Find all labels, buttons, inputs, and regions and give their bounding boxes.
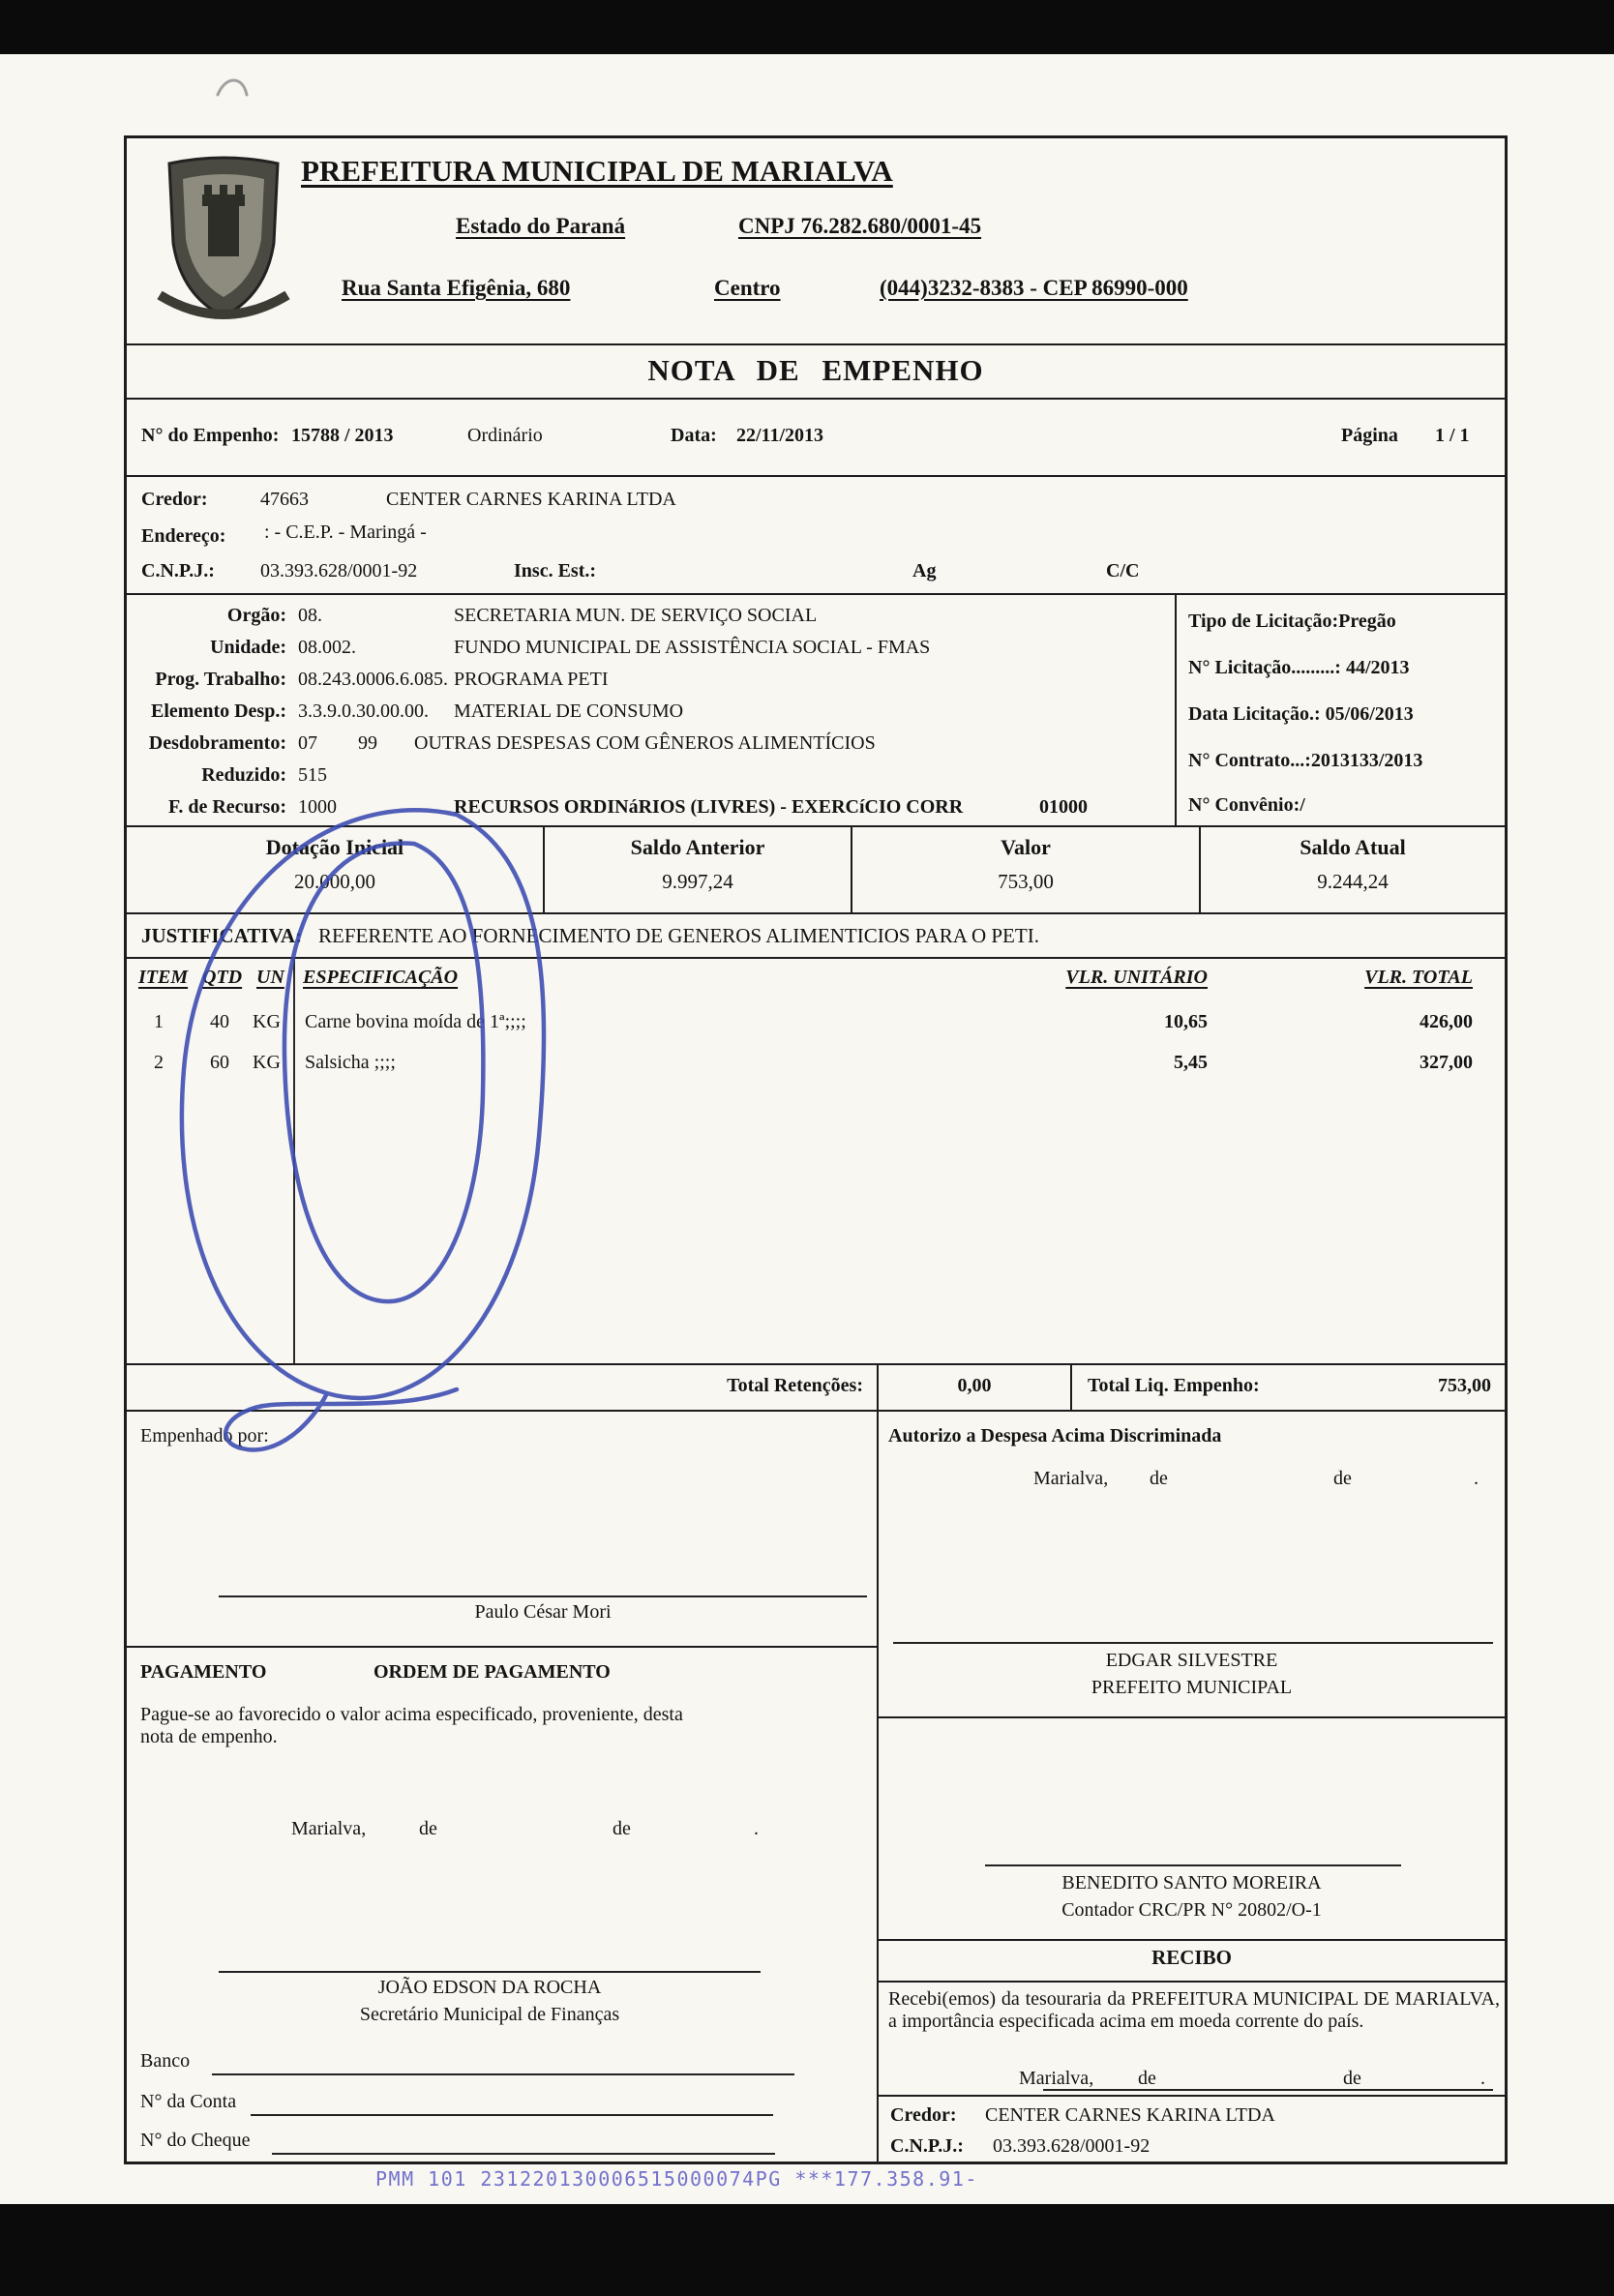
budget-desc: RECURSOS ORDINáRIOS (LIVRES) - EXERCíCIO CORR (454, 796, 964, 818)
agreement-number: N° Convênio:/ (1188, 794, 1305, 816)
payment-divider (127, 1646, 877, 1648)
budget-label: Prog. Trabalho: (155, 669, 286, 690)
mayor-name: EDGAR SILVESTRE (1105, 1650, 1278, 1671)
receipt-cnpj-label: C.N.P.J.: (890, 2135, 964, 2157)
phone-cep: (044)3232-8383 - CEP 86990-000 (880, 276, 1188, 300)
item-unit: KG (253, 1011, 281, 1032)
street-address: Rua Santa Efigênia, 680 (342, 276, 571, 300)
payment-label: PAGAMENTO (140, 1661, 267, 1683)
items-header-qtd: QTD (202, 967, 243, 988)
municipality-cnpj: CNPJ 76.282.680/0001-45 (738, 214, 982, 238)
budget-row-prog-trabalho (127, 669, 1175, 701)
page-label: Página (1341, 425, 1398, 446)
finance-secretary-name: JOÃO EDSON DA ROCHA (377, 1977, 602, 1998)
retentions-label: Total Retenções: (127, 1365, 879, 1410)
budget-label: F. de Recurso: (167, 796, 286, 818)
budget-code: 08. (298, 605, 322, 626)
receipt-cnpj-value: 03.393.628/0001-92 (993, 2135, 1151, 2157)
receipt-text: Recebi(emos) da tesouraria da PREFEITURA MUNICIPAL DE MARIALVA, a importância especificada acima em moeda corrente do país. (888, 1988, 1500, 2032)
item-total: 327,00 (1420, 1052, 1473, 1073)
budget-rows (127, 595, 1177, 825)
document-title: NOTA DE EMPENHO (127, 345, 1505, 400)
item-number: 1 (154, 1011, 164, 1032)
budget-label: Elemento Desp.: (151, 701, 286, 722)
balance-header: Saldo Anterior (630, 835, 765, 859)
bidding-type: Tipo de Licitação:Pregão (1188, 611, 1396, 632)
budget-label: Orgão: (226, 605, 286, 626)
account-number-label: N° da Conta (140, 2091, 237, 2112)
budget-row-recurso (127, 796, 1175, 828)
payment-order-label: ORDEM DE PAGAMENTO (374, 1661, 611, 1683)
receipt-creditor-label: Credor: (890, 2104, 957, 2126)
balance-cell-atual (1201, 827, 1505, 912)
item-qty: 60 (210, 1052, 229, 1073)
city-line-city: Marialva, (1019, 2068, 1094, 2089)
creditor-block (127, 477, 1505, 595)
balance-value: 9.997,24 (662, 870, 733, 893)
budget-code: 07 (298, 732, 317, 754)
budget-desc: FUNDO MUNICIPAL DE ASSISTÊNCIA SOCIAL - FMAS (454, 637, 931, 658)
empenho-number-label: N° do Empenho: (141, 425, 280, 446)
district: Centro (714, 276, 781, 300)
dot-matrix-footer-code: PMM 101 231220130006515000074PG ***177.358.91- (375, 2167, 978, 2191)
state-label: Estado do Paraná (456, 214, 626, 238)
creditor-cnpj-value: 03.393.628/0001-92 (260, 560, 418, 581)
balance-value: 9.244,24 (1317, 870, 1389, 893)
city-line-dot: . (1480, 2068, 1485, 2089)
budget-code: 3.3.9.0.30.00.00. (298, 701, 429, 722)
retentions-value: 0,00 (879, 1365, 1072, 1410)
finance-secretary-title: Secretário Municipal de Finanças (359, 2004, 620, 2025)
city-line-dot: . (1474, 1468, 1479, 1489)
items-header-espec: ESPECIFICAÇÃO (303, 967, 459, 988)
budget-classification-block (127, 595, 1505, 827)
item-description: Salsicha ;;;; (305, 1052, 396, 1073)
budget-row-unidade (127, 637, 1175, 669)
payment-column (127, 1412, 879, 2162)
balance-cell-anterior (545, 827, 852, 912)
balance-cell-dotacao (127, 827, 545, 912)
item-number: 2 (154, 1052, 164, 1073)
balance-header: Dotação Inicial (265, 835, 404, 859)
check-fill-line (272, 2153, 775, 2155)
empenho-kind: Ordinário (467, 425, 543, 446)
items-header-item: ITEM (138, 967, 189, 988)
balance-cell-valor (852, 827, 1201, 912)
budget-desc: PROGRAMA PETI (454, 669, 609, 690)
budget-row-elemento (127, 701, 1175, 732)
state-registration-label: Insc. Est.: (514, 560, 597, 581)
empenho-number-value: 15788 / 2013 (291, 425, 394, 446)
authorize-title: Autorizo a Despesa Acima Discriminada (888, 1425, 1222, 1446)
items-header-vlr-total: VLR. TOTAL (1364, 967, 1473, 988)
budget-extra-code: 01000 (1039, 796, 1088, 818)
address-value: : - C.E.P. - Maringá - (264, 522, 427, 543)
address-label: Endereço: (141, 525, 226, 547)
form-header (127, 138, 1505, 345)
budget-desc: SECRETARIA MUN. DE SERVIÇO SOCIAL (454, 605, 818, 626)
city-line-de: de (419, 1818, 437, 1839)
items-column-divider (293, 959, 295, 1363)
creditor-cnpj-label: C.N.P.J.: (141, 560, 215, 581)
budget-desc: OUTRAS DESPESAS COM GÊNEROS ALIMENTÍCIOS (414, 732, 876, 754)
net-total-label: Total Liq. Empenho: (1088, 1375, 1260, 1396)
mayor-signature-line (893, 1642, 1493, 1644)
budget-code: 08.243.0006.6.085. (298, 669, 448, 690)
check-number-label: N° do Cheque (140, 2130, 251, 2151)
creditor-code: 47663 (260, 489, 309, 510)
finance-secretary-signature-line (219, 1971, 761, 1973)
item-unit-price: 10,65 (1164, 1011, 1208, 1032)
budget-label: Reduzido: (201, 764, 286, 786)
balances-table (127, 827, 1505, 914)
accountant-name: BENEDITO SANTO MOREIRA (1061, 1872, 1322, 1893)
net-total-value: 753,00 (1438, 1375, 1491, 1396)
city-line-de: de (1333, 1468, 1352, 1489)
city-line-city: Marialva, (1033, 1468, 1109, 1489)
creditor-name: CENTER CARNES KARINA LTDA (386, 489, 676, 510)
creditor-label: Credor: (141, 489, 208, 510)
justification-label: JUSTIFICATIVA: (141, 924, 303, 947)
budget-code: 08.002. (298, 637, 356, 658)
account-fill-line (251, 2114, 773, 2116)
city-line-city: Marialva, (291, 1818, 367, 1839)
empenho-number-row (127, 400, 1505, 477)
justification-text: REFERENTE AO FORNECIMENTO DE GENEROS ALIMENTICIOS PARA O PETI. (318, 924, 1039, 947)
page-value: 1 / 1 (1435, 425, 1470, 446)
item-total: 426,00 (1420, 1011, 1473, 1032)
mayor-title: PREFEITO MUNICIPAL (1091, 1677, 1293, 1698)
item-qty: 40 (210, 1011, 229, 1032)
receipt-bottom-divider (879, 1981, 1505, 1983)
coat-of-arms-logo (150, 150, 297, 324)
budget-row-orgao (127, 605, 1175, 637)
empenho-date-value: 22/11/2013 (736, 425, 824, 446)
bank-label: Banco (140, 2050, 191, 2072)
budget-row-desdobramento (127, 732, 1175, 764)
receipt-signature-line (1043, 2089, 1493, 2091)
authorization-divider (879, 1716, 1505, 1718)
agency-label: Ag (912, 560, 937, 581)
accountant-signature-line (985, 1864, 1401, 1866)
account-label: C/C (1106, 560, 1140, 581)
receipt-top-divider (879, 1939, 1505, 1941)
accountant-title: Contador CRC/PR N° 20802/O-1 (1061, 1899, 1322, 1921)
municipality-name: PREFEITURA MUNICIPAL DE MARIALVA (301, 154, 893, 188)
totals-row (127, 1365, 1505, 1412)
budget-label: Unidade: (210, 637, 286, 658)
items-header-vlr-unitario: VLR. UNITÁRIO (1065, 967, 1208, 988)
items-table (127, 959, 1505, 1365)
item-unit-price: 5,45 (1174, 1052, 1208, 1073)
receipt-creditor-cell (879, 2095, 1505, 2162)
committed-by-signature-line (219, 1595, 867, 1597)
budget-label: Desdobramento: (148, 732, 286, 754)
budget-subcode: 99 (358, 732, 377, 754)
item-description: Carne bovina moída de 1ª;;;; (305, 1011, 526, 1032)
city-line-de: de (613, 1818, 631, 1839)
city-line-de: de (1150, 1468, 1168, 1489)
justification-row (127, 914, 1505, 959)
receipt-creditor-name: CENTER CARNES KARINA LTDA (985, 2104, 1275, 2126)
budget-code: 515 (298, 764, 327, 786)
authorization-column (879, 1412, 1505, 2162)
scan-bottom-edge (0, 2204, 1614, 2296)
budget-code: 1000 (298, 796, 337, 818)
balance-header: Saldo Atual (1300, 835, 1406, 859)
balance-header: Valor (1001, 835, 1051, 859)
items-header-un: UN (256, 967, 284, 988)
budget-desc: MATERIAL DE CONSUMO (454, 701, 684, 722)
item-unit: KG (253, 1052, 281, 1073)
net-total-cell (1072, 1365, 1505, 1410)
balance-value: 753,00 (998, 870, 1054, 893)
payment-order-text: Pague-se ao favorecido o valor acima especificado, proveniente, desta nota de empenho. (140, 1704, 683, 1747)
city-line-dot: . (754, 1818, 759, 1839)
budget-row-reduzido (127, 764, 1175, 796)
balance-value: 20.000,00 (294, 870, 375, 893)
signature-section (127, 1412, 1505, 2162)
scan-top-edge (0, 0, 1614, 54)
bidding-info (1177, 595, 1505, 825)
empenho-date-label: Data: (671, 425, 717, 446)
bidding-number: N° Licitação.........: 44/2013 (1188, 657, 1410, 678)
bidding-date: Data Licitação.: 05/06/2013 (1188, 703, 1414, 725)
city-line-de: de (1343, 2068, 1361, 2089)
bank-fill-line (212, 2073, 794, 2075)
city-line-de: de (1138, 2068, 1156, 2089)
receipt-title: RECIBO (1151, 1946, 1232, 1969)
committed-by-name: Paulo César Mori (474, 1601, 612, 1623)
committed-by-label: Empenhado por: (140, 1425, 269, 1446)
nota-de-empenho-form (124, 135, 1508, 2164)
contract-number: N° Contrato...:2013133/2013 (1188, 750, 1423, 771)
